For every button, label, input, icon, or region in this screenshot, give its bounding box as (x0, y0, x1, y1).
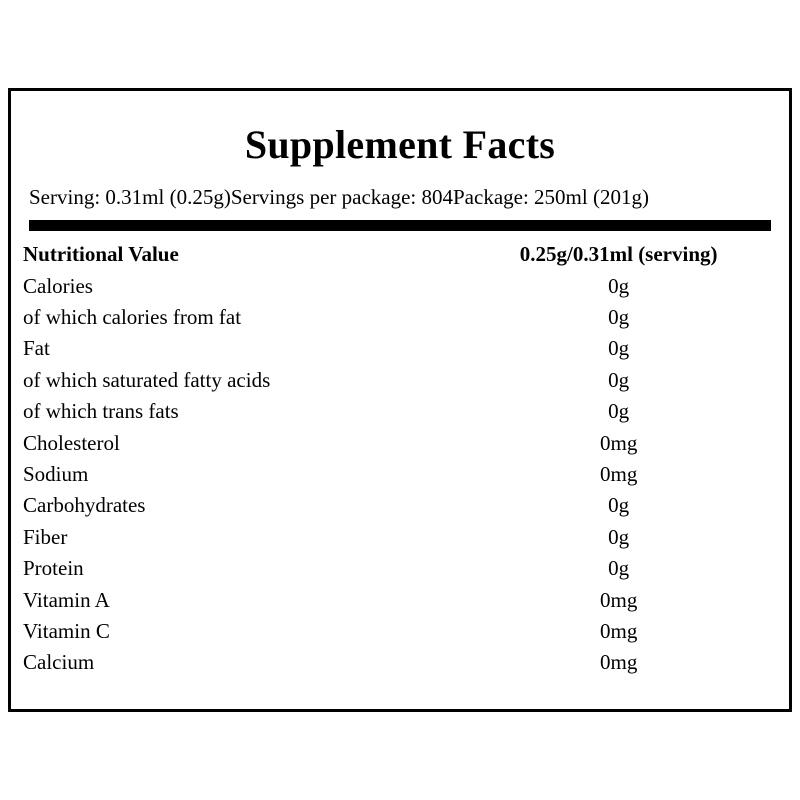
heavy-divider (29, 220, 771, 231)
nutrient-value: 0g (608, 556, 630, 581)
nutrition-table (23, 239, 777, 679)
nutrient-label: Calcium (23, 650, 95, 675)
column-header-serving: 0.25g/0.31ml (serving) (519, 242, 718, 267)
table-row (23, 333, 777, 364)
nutrient-value: 0mg (599, 462, 638, 487)
nutrient-label: Fat (23, 336, 50, 361)
nutrient-label: of which trans fats (23, 399, 179, 424)
nutrient-value: 0mg (599, 650, 638, 675)
table-row (23, 553, 777, 584)
table-row (23, 647, 777, 678)
nutrient-label: Fiber (23, 524, 68, 549)
nutrient-label: Vitamin C (23, 619, 110, 644)
table-row (23, 396, 777, 427)
nutrient-value: 0mg (599, 587, 638, 612)
table-row (23, 490, 777, 521)
nutrient-label: of which calories from fat (23, 305, 242, 329)
nutrient-value: 0g (608, 399, 630, 424)
table-row (23, 585, 777, 616)
table-row (23, 428, 777, 459)
nutrient-value: 0mg (599, 430, 638, 455)
table-row (23, 522, 777, 553)
nutrient-label: Sodium (23, 462, 89, 487)
table-row (23, 365, 777, 396)
table-row (23, 271, 777, 302)
nutrient-label: Cholesterol (23, 430, 120, 455)
nutrient-value: 0g (608, 305, 630, 329)
nutrient-label: Protein (23, 556, 84, 581)
page-title: Supplement Facts (244, 122, 556, 167)
serving-information: Serving: 0.31ml (0.25g)Servings per package: 804Package: 250ml (201g) (29, 185, 649, 209)
table-row (23, 459, 777, 490)
nutrient-value: 0g (608, 493, 630, 518)
table-row (23, 302, 777, 333)
nutrient-value: 0g (608, 273, 630, 298)
supplement-facts-inner (23, 101, 777, 699)
table-header-row (23, 239, 777, 270)
nutrient-value: 0mg (599, 619, 638, 644)
nutrient-value: 0g (608, 367, 630, 392)
nutrient-label: of which saturated fatty acids (23, 367, 271, 392)
supplement-facts-panel (8, 88, 792, 712)
nutrient-value: 0g (608, 524, 630, 549)
column-header-nutrient: Nutritional Value (23, 242, 179, 267)
table-row (23, 616, 777, 647)
nutrition-table-body (23, 239, 777, 679)
nutrient-label: Carbohydrates (23, 493, 146, 518)
nutrient-label: Calories (23, 273, 93, 298)
nutrient-label: Vitamin A (23, 587, 110, 612)
nutrient-value: 0g (608, 336, 630, 361)
